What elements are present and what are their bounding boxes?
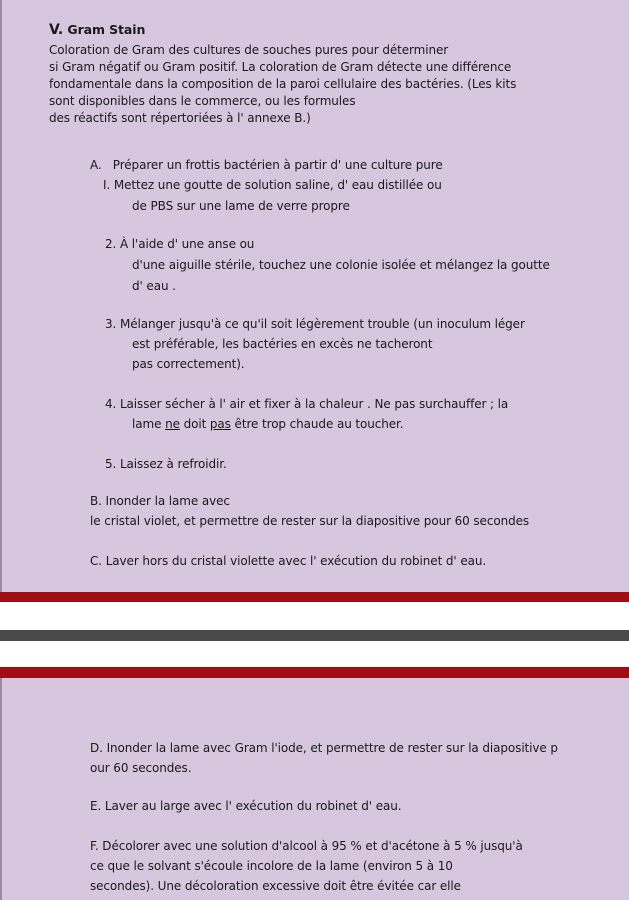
substep-3-line: pas correctement).: [132, 357, 245, 371]
substep-3-line: 3. Mélanger jusqu'à ce qu'il soit légèrement trouble (un inoculum léger: [105, 317, 525, 331]
substep-3-line: est préférable, les bactéries en excès ne tacheront: [132, 337, 433, 351]
underlined-ne: ne: [165, 417, 180, 431]
intro-line: sont disponibles dans le commerce, ou les formules: [49, 94, 356, 108]
intro-line: si Gram négatif ou Gram positif. La coloration de Gram détecte une différence: [49, 60, 512, 74]
underlined-pas: pas: [209, 417, 231, 431]
intro-line: fondamentale dans la composition de la paroi cellulaire des bactéries. (Les kits: [49, 77, 517, 91]
substep-2-line: d' eau .: [132, 279, 176, 293]
intro-line: des réactifs sont répertoriées à l' annexe B.): [49, 111, 311, 125]
step-c-line: C. Laver hors du cristal violette avec l' exécution du robinet d' eau.: [90, 554, 487, 568]
substep-1-line: I. Mettez une goutte de solution saline, d' eau distillée ou: [103, 178, 442, 192]
step-f-line: secondes). Une décoloration excessive doit être évitée car elle: [90, 879, 461, 893]
step-b-line: B. Inonder la lame avec: [90, 494, 230, 508]
substep-4-line: 4. Laisser sécher à l' air et fixer à la chaleur . Ne pas surchauffer ; la: [105, 397, 509, 411]
section-heading: [49, 22, 145, 38]
step-f-line: ce que le solvant s'écoule incolore de la lame (environ 5 à 10: [90, 859, 453, 873]
page-break-red-band: [0, 592, 629, 602]
page-break-gap: [0, 602, 629, 630]
page-break-gap: [0, 641, 629, 667]
step-e-line: E. Laver au large avec l' exécution du robinet d' eau.: [90, 799, 402, 813]
section-numeral: V.: [49, 22, 64, 38]
substep-1-line: de PBS sur une lame de verre propre: [132, 199, 350, 213]
step-a: [90, 157, 443, 173]
substep-2-line: d'une aiguille stérile, touchez une colonie isolée et mélangez la goutte: [132, 258, 550, 272]
step-d-line: our 60 secondes.: [90, 761, 192, 775]
intro-line: Coloration de Gram des cultures de souches pures pour déterminer: [49, 43, 449, 57]
step-d-line: D. Inonder la lame avec Gram l'iode, et permettre de rester sur la diapositive p: [90, 741, 558, 755]
substep-4-line: lame ne doit pas être trop chaude au toucher.: [132, 417, 404, 431]
step-a-text: Préparer un frottis bactérien à partir d' une culture pure: [112, 158, 443, 172]
page-break-gray-band: [0, 630, 629, 641]
substep-2-line: 2. À l'aide d' une anse ou: [105, 237, 255, 251]
section-title: Gram Stain: [67, 22, 146, 37]
document-page-2: [0, 678, 629, 900]
step-b-line: le cristal violet, et permettre de rester sur la diapositive pour 60 secondes: [90, 514, 530, 528]
page-break-red-band: [0, 667, 629, 678]
step-a-label: A.: [90, 158, 102, 172]
step-f-line: F. Décolorer avec une solution d'alcool à 95 % et d'acétone à 5 % jusqu'à: [90, 839, 523, 853]
substep-5-line: 5. Laissez à refroidir.: [105, 457, 227, 471]
